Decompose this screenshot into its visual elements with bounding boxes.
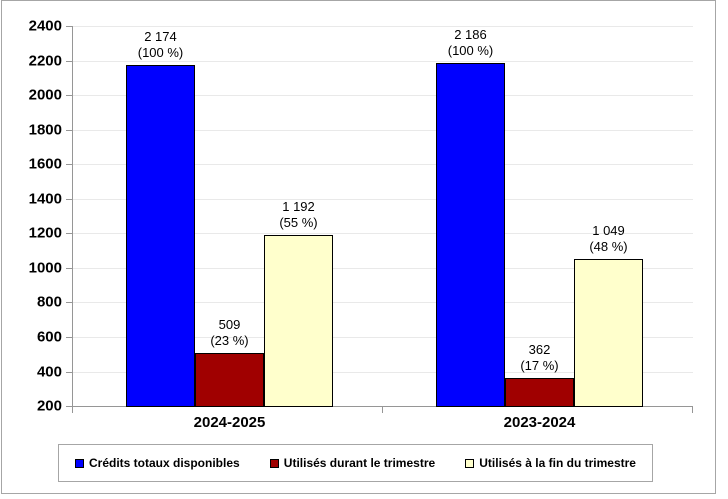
y-axis-label: 2400: [28, 17, 62, 35]
bar-2-2: [505, 378, 574, 407]
y-axis-label: 1000: [28, 259, 62, 277]
bar-value-label: 2 174 (100 %): [137, 29, 184, 60]
bar-1-1: [126, 65, 195, 407]
y-axis-tick: [66, 130, 73, 131]
bar-value-label: 1 049 (48 %): [589, 223, 628, 255]
y-axis-tick: [66, 61, 73, 62]
y-axis-tick: [66, 199, 73, 200]
y-axis-label: 800: [36, 293, 62, 311]
y-axis-label: 1200: [28, 224, 62, 242]
y-axis-tick: [66, 337, 73, 338]
y-axis-tick: [66, 95, 73, 96]
y-axis-tick: [66, 164, 73, 165]
bar-1-2: [195, 353, 264, 407]
y-axis-label: 1400: [28, 190, 62, 208]
x-axis-tick: [692, 407, 693, 413]
bar-value-label: 2 186 (100 %): [447, 27, 494, 58]
legend-item-utilises-trimestre: [270, 456, 435, 470]
legend-marker-cream-icon: [465, 459, 474, 468]
legend-label: Utilisés durant le trimestre: [283, 456, 436, 470]
y-axis-label: 1800: [28, 121, 62, 139]
x-axis-tick: [382, 407, 383, 413]
bar-2-3: [574, 259, 643, 407]
y-axis-line: [72, 26, 73, 407]
category-label: 2024-2025: [193, 414, 266, 431]
legend-label: Crédits totaux disponibles: [89, 456, 240, 470]
y-axis-label: 2200: [28, 52, 62, 69]
y-axis-label: 400: [36, 363, 62, 380]
y-axis-label: 1600: [28, 155, 62, 173]
y-axis-tick: [66, 233, 73, 234]
legend: [58, 444, 653, 482]
legend-label: Utilisés à la fin du trimestre: [479, 456, 636, 470]
legend-item-credits-totaux: [75, 456, 240, 470]
y-axis-label: 600: [36, 328, 62, 346]
legend-marker-darkred-icon: [270, 459, 279, 468]
y-axis-tick: [66, 372, 73, 373]
bar-value-label: 1 192 (55 %): [279, 198, 318, 230]
y-axis-label: 200: [36, 397, 62, 415]
gridline: [73, 26, 693, 27]
y-axis-tick: [66, 302, 73, 303]
category-label: 2023-2024: [503, 414, 576, 431]
x-axis-tick: [72, 407, 73, 413]
bar-2-1: [436, 63, 505, 407]
legend-marker-blue-icon: [75, 459, 84, 468]
y-axis-label: 2000: [28, 86, 62, 104]
legend-item-utilises-fin: [465, 456, 636, 470]
bar-1-3: [264, 235, 333, 407]
bar-value-label: 362 (17 %): [520, 342, 559, 373]
bar-value-label: 509 (23 %): [210, 316, 249, 348]
y-axis-tick: [66, 26, 73, 27]
y-axis-tick: [66, 268, 73, 269]
